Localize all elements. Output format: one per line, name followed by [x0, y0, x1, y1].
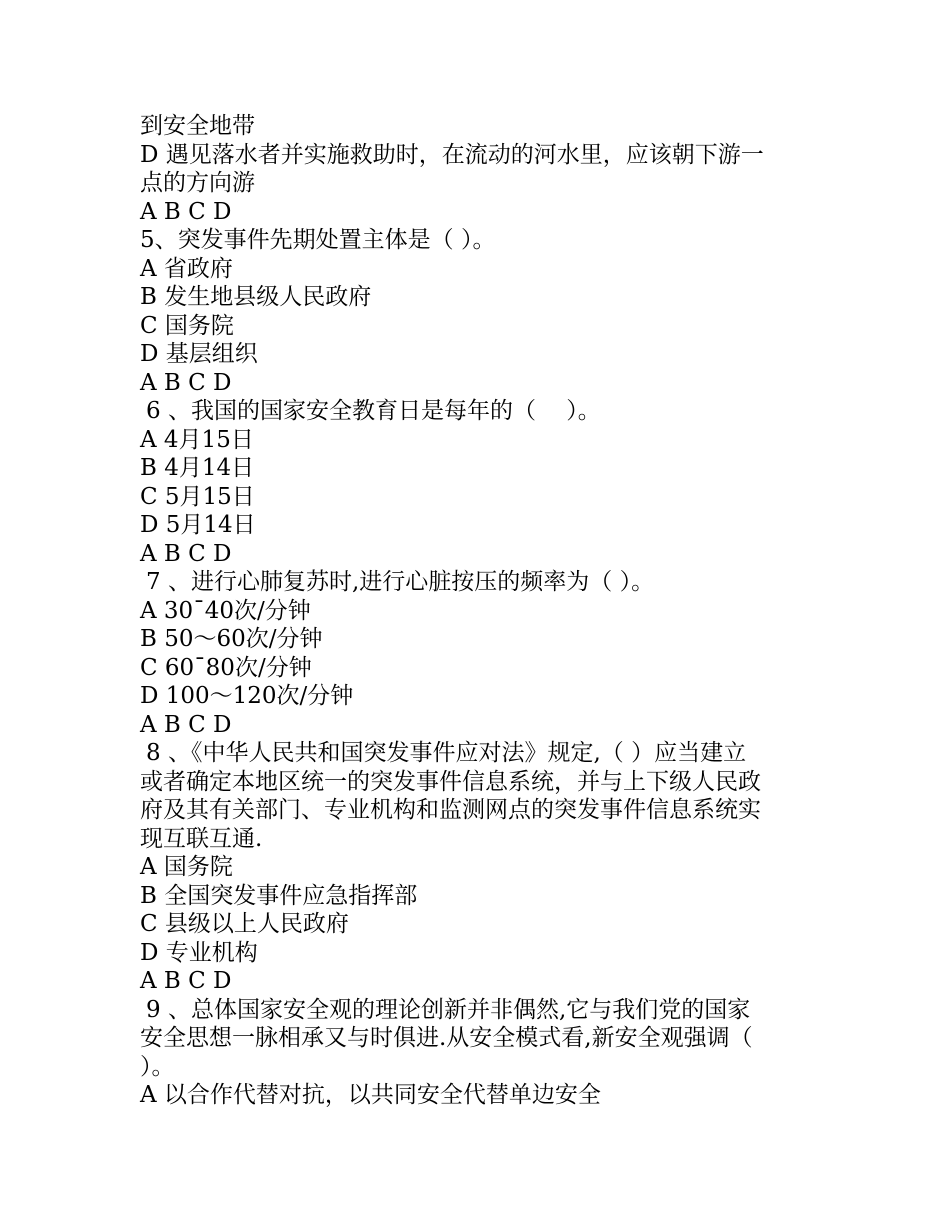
answer-choices: A B C D [140, 711, 232, 738]
option-a: A 4月15日 [140, 426, 254, 453]
question-8-continuation: 或者确定本地区统一的突发事件信息系统，并与上下级人民政 [140, 768, 761, 795]
question-7: 7 、进行心肺复苏时,进行心脏按压的频率为（ ）。 [146, 569, 655, 595]
question-6: 6 、我国的国家安全教育日是每年的（ ）。 [146, 398, 601, 424]
option-c: C 国务院 [140, 312, 234, 339]
option-c: C 县级以上人民政府 [140, 911, 349, 937]
option-a: A 以合作代替对抗，以共同安全代替单边安全 [140, 1082, 601, 1108]
option-a: A 省政府 [140, 255, 233, 282]
option-d-line: D 遇见落水者并实施救助时，在流动的河水里，应该朝下游一 [140, 141, 764, 168]
option-b: B 全国突发事件应急指挥部 [140, 882, 418, 909]
option-b: B 发生地县级人民政府 [140, 284, 372, 310]
text-line-continuation: 点的方向游 [140, 170, 255, 196]
answer-choices: A B C D [140, 540, 232, 567]
question-8: 8 、《中华人民共和国突发事件应对法》规定,（ ）应当建立 [146, 740, 747, 766]
answer-choices: A B C D [140, 198, 232, 225]
option-b: B 50～60次/分钟 [140, 626, 323, 652]
option-d: D 100～120次/分钟 [140, 683, 354, 709]
option-d: D 专业机构 [140, 939, 258, 966]
option-d: D 基层组织 [140, 341, 258, 367]
option-a: A 国务院 [140, 854, 233, 880]
document-page [140, 112, 820, 1110]
question-8-continuation: 现互联互通. [140, 825, 263, 852]
option-b: B 4月14日 [140, 455, 255, 481]
option-d: D 5月14日 [140, 512, 256, 538]
answer-choices: A B C D [140, 968, 232, 994]
option-c: C 5月15日 [140, 483, 255, 510]
question-9-continuation: ）。 [140, 1053, 175, 1080]
option-a: A 30¯40次/分钟 [140, 597, 311, 624]
text-line-continuation: 到安全地带 [140, 113, 255, 139]
answer-choices: A B C D [140, 369, 232, 396]
question-8-continuation: 府及其有关部门、专业机构和监测网点的突发事件信息系统实 [140, 797, 761, 823]
option-c: C 60¯80次/分钟 [140, 654, 312, 681]
question-9: 9 、总体国家安全观的理论创新并非偶然,它与我们党的国家 [146, 996, 751, 1023]
question-9-continuation: 安全思想一脉相承又与时俱进.从安全模式看,新安全观强调（ [140, 1025, 753, 1051]
question-5: 5、突发事件先期处置主体是（ ）。 [140, 227, 496, 253]
